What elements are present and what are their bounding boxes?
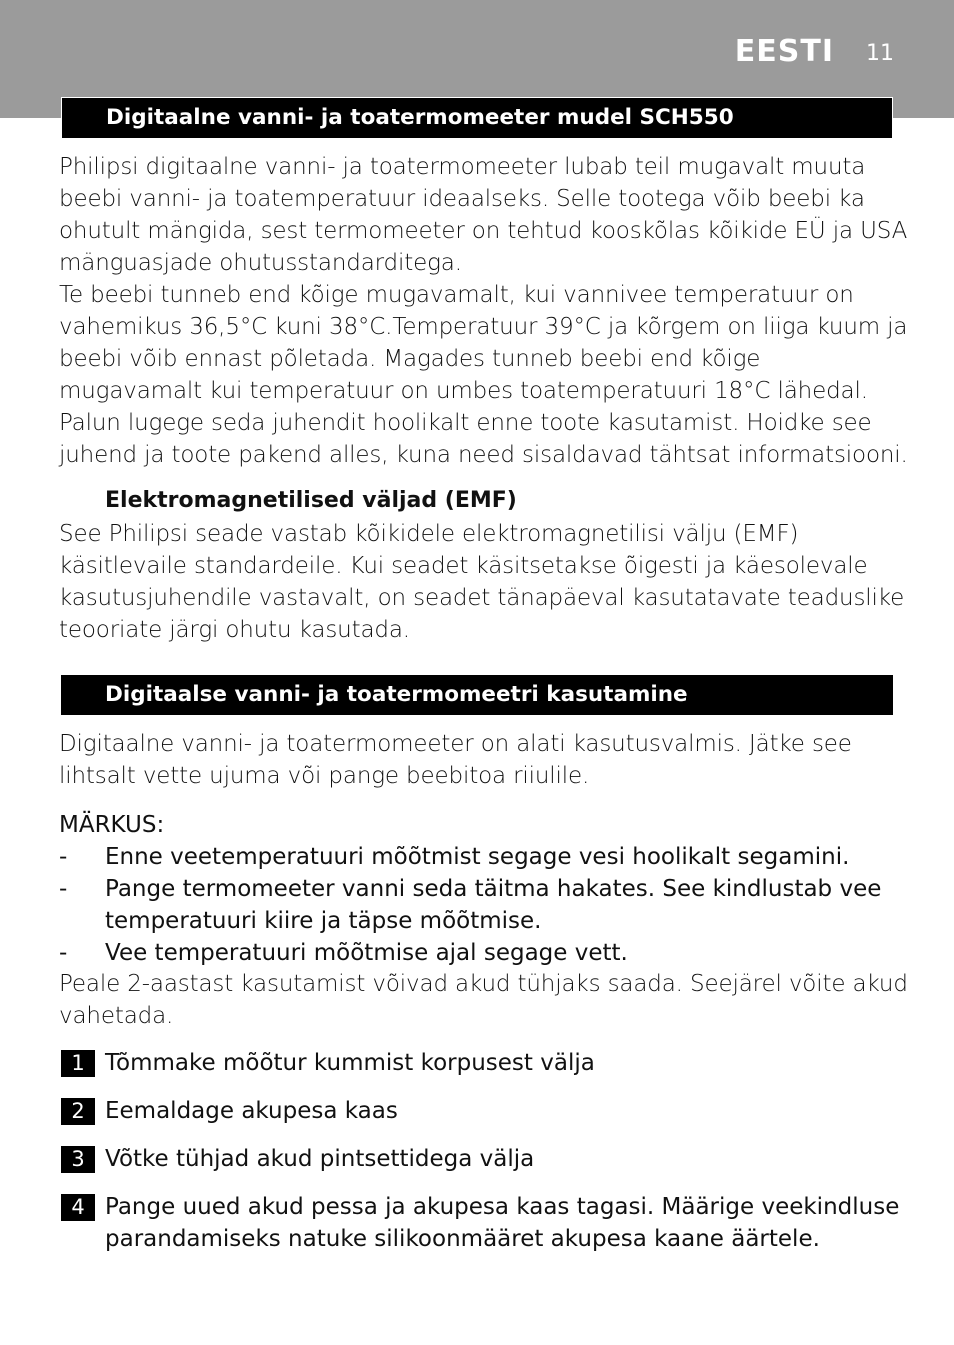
- list-item: - Vee temperatuuri mõõtmise ajal segage vett.: [59, 940, 628, 966]
- step-text: Pange uued akud pessa ja akupesa kaas tagasi. Määrige veekindluse parandamiseks natuke silikoonmääret akupesa kaane äärtele.: [105, 1194, 900, 1252]
- section-title-usage: Digitaalse vanni- ja toatermomeetri kasutamine: [61, 675, 893, 715]
- page-number: 11: [866, 41, 894, 66]
- step-number: 3: [61, 1146, 95, 1173]
- step-item: [61, 1191, 911, 1255]
- step-text: Tõmmake mõõtur kummist korpusest välja: [105, 1050, 595, 1076]
- language-label: EESTI: [734, 34, 834, 69]
- note-list: [59, 841, 909, 969]
- step-item: [61, 1047, 911, 1079]
- step-number: 4: [61, 1194, 95, 1221]
- battery-note: Peale 2-aastast kasutamist võivad akud tühjaks saada. Seejärel võite akud vahetada.: [59, 971, 908, 1029]
- step-item: [61, 1095, 911, 1127]
- list-item: - Pange termomeeter vanni seda täitma hakates. See kindlustab vee temperatuuri kiire ja täpse mõõtmise.: [59, 876, 882, 934]
- steps-list: [61, 1047, 911, 1271]
- section-title-sch550: Digitaalne vanni- ja toatermomeeter mudel SCH550: [61, 97, 893, 139]
- step-text: Võtke tühjad akud pintsettidega välja: [105, 1146, 535, 1172]
- step-item: [61, 1143, 911, 1175]
- intro-paragraph: Philipsi digitaalne vanni- ja toatermomeeter lubab teil mugavalt muuta beebi vanni- ja toatemperatuur ideaalseks. Selle tootega võib beebi ka ohutult mängida, sest termomeeter on tehtud kooskõlas kõikide EÜ ja USA mänguasjade ohutusstandarditega. Te beebi tunneb end kõige mugavamalt, kui vannivee temperatuur on vahemikus 36,5°C kuni 38°C.Temperatuur 39°C ja kõrgem on liiga kuum ja beebi võib ennast põletada. Magades tunneb beebi end kõige mugavamalt kui temperatuur on umbes toatemperatuuri 18°C lähedal. Palun lugege seda juhendit hoolikalt enne toote kasutamist. Hoidke see juhend ja toote pakend alles, kuna need sisaldavad tähtsat informatsiooni.: [59, 154, 908, 468]
- emf-paragraph: See Philipsi seade vastab kõikidele elektromagnetilisi välju (EMF) käsitlevaile standardeile. Kui seadet käsitsetakse õigesti ja käesolevale kasutusjuhendile vastavalt, on seadet tänapäeval kasutatavate teaduslike teooriate järgi ohutu kasutada.: [59, 521, 905, 643]
- step-number: 1: [61, 1050, 95, 1077]
- emf-heading: Elektromagnetilised väljad (EMF): [105, 488, 517, 513]
- note-label: MÄRKUS:: [59, 812, 165, 838]
- usage-intro-paragraph: Digitaalne vanni- ja toatermomeeter on alati kasutusvalmis. Jätke see lihtsalt vette ujuma või pange beebitoa riiulile.: [59, 731, 852, 789]
- step-number: 2: [61, 1098, 95, 1125]
- step-text: Eemaldage akupesa kaas: [105, 1098, 398, 1124]
- list-item: - Enne veetemperatuuri mõõtmist segage vesi hoolikalt segamini.: [59, 844, 850, 870]
